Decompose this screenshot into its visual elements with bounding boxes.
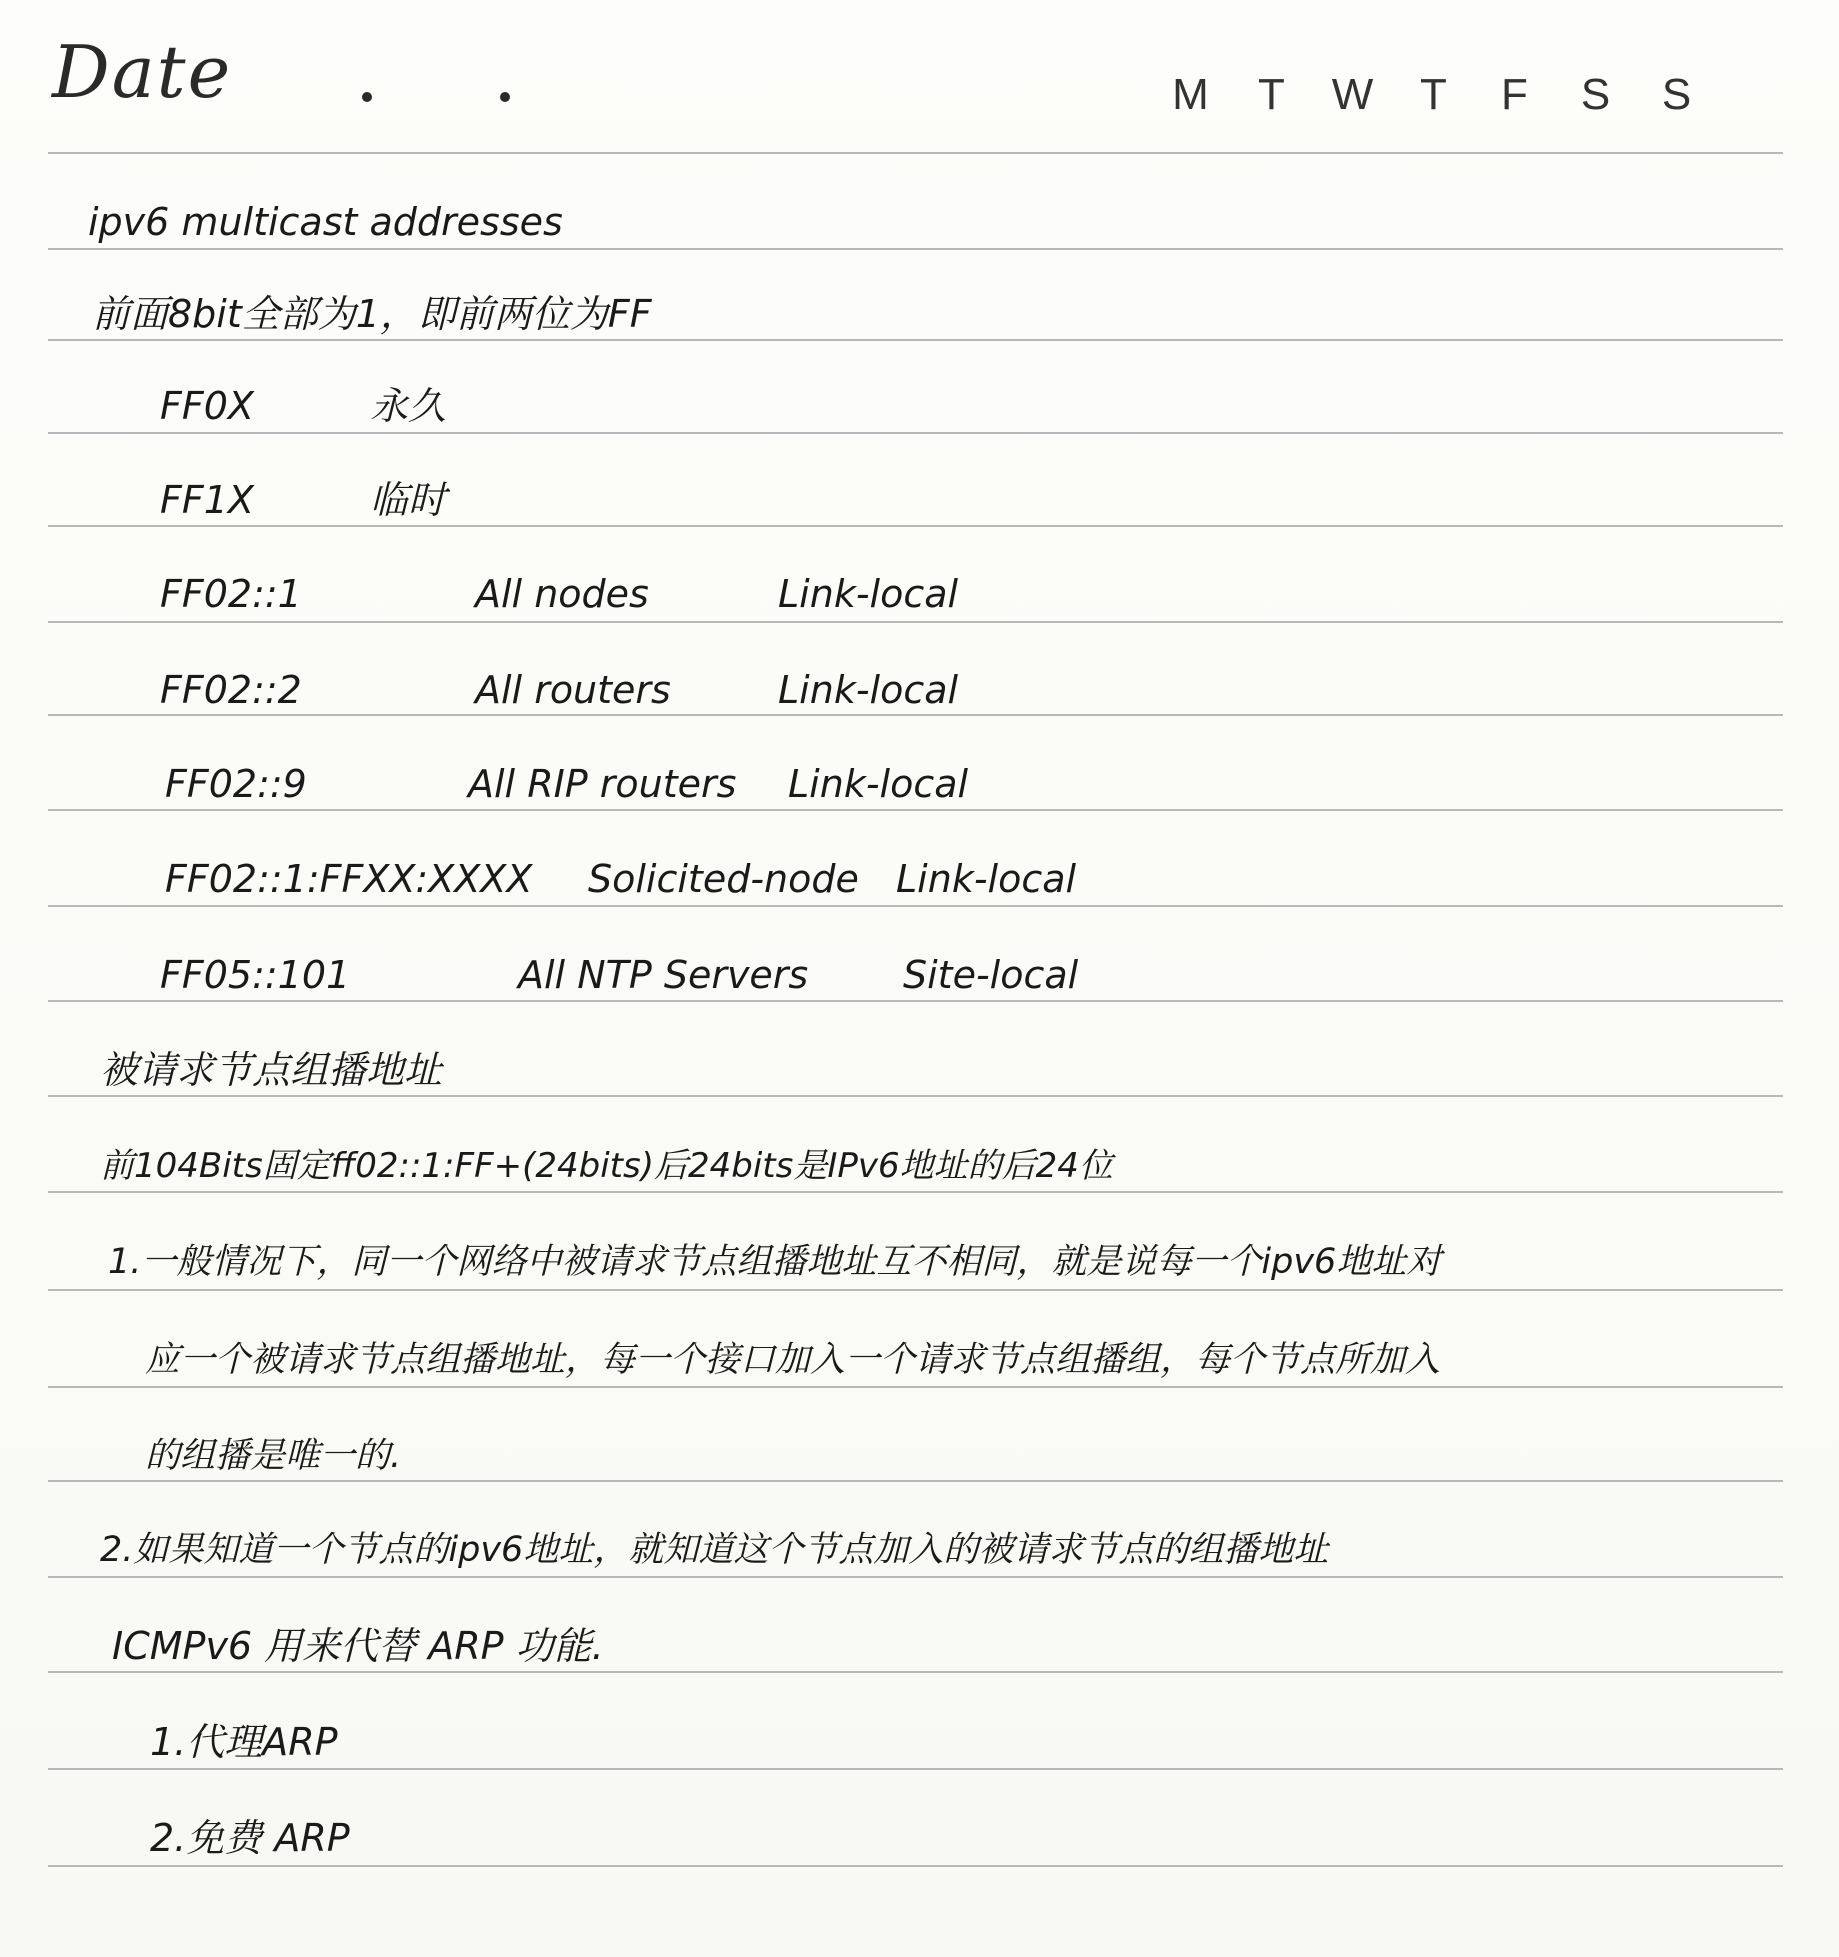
notes-title: ipv6 multicast addresses	[88, 200, 563, 244]
weekday-sat: S	[1580, 70, 1611, 119]
icmp-item: 1.代理ARP	[150, 1720, 338, 1764]
ruled-line	[48, 1095, 1783, 1097]
multicast-address: FF02::1:FFXX:XXXX	[165, 857, 533, 901]
solicited-heading: 被请求节点组播地址	[100, 1048, 443, 1092]
scope-meaning: 临时	[370, 478, 447, 522]
ruled-line	[48, 525, 1783, 527]
ruled-line	[48, 1000, 1783, 1002]
ruled-line	[48, 1865, 1783, 1867]
ruled-line	[48, 1480, 1783, 1482]
multicast-address: FF02::9	[165, 762, 307, 806]
ruled-line	[48, 621, 1783, 623]
ruled-line	[48, 714, 1783, 716]
scope-code: FF0X	[160, 384, 254, 428]
ruled-line	[48, 1768, 1783, 1770]
multicast-name: Solicited-node	[588, 857, 859, 901]
point2: 2.如果知道一个节点的ipv6地址，就知道这个节点加入的被请求节点的组播地址	[100, 1530, 1329, 1570]
weekday-row	[1150, 70, 1717, 120]
multicast-scope: Site-local	[903, 953, 1079, 997]
point1-line1: 1.一般情况下，同一个网络中被请求节点组播地址互不相同，就是说每一个ipv6地址对	[108, 1242, 1442, 1282]
multicast-name: All nodes	[475, 572, 649, 616]
date-dot-2	[500, 92, 510, 102]
weekday-mon: M	[1172, 70, 1209, 119]
multicast-name: All RIP routers	[468, 762, 737, 806]
scope-code: FF1X	[160, 478, 254, 522]
scope-meaning: 永久	[370, 384, 447, 428]
multicast-scope: Link-local	[778, 572, 959, 616]
ruled-line	[48, 1386, 1783, 1388]
point1-line3: 的组播是唯一的.	[145, 1436, 402, 1476]
notes-intro: 前面8bit全部为1，即前两位为FF	[92, 292, 652, 336]
ruled-line	[48, 152, 1783, 154]
solicited-desc: 前104Bits固定ff02::1:FF+(24bits)后24bits是IPv6地址的后24位	[100, 1146, 1113, 1186]
multicast-address: FF02::2	[160, 668, 302, 712]
multicast-scope: Link-local	[778, 668, 959, 712]
ruled-line	[48, 1191, 1783, 1193]
weekday-wed: W	[1331, 70, 1374, 119]
multicast-scope: Link-local	[896, 857, 1077, 901]
multicast-scope: Link-local	[788, 762, 969, 806]
ruled-line	[48, 1576, 1783, 1578]
ruled-line	[48, 339, 1783, 341]
icmp-item: 2.免费 ARP	[150, 1816, 350, 1860]
weekday-sun: S	[1661, 70, 1692, 119]
date-label: Date	[52, 30, 233, 114]
weekday-tue: T	[1258, 70, 1285, 119]
weekday-fri: F	[1501, 70, 1528, 119]
date-dot-1	[362, 92, 372, 102]
ruled-line	[48, 248, 1783, 250]
ruled-line	[48, 809, 1783, 811]
multicast-address: FF05::101	[160, 953, 351, 997]
multicast-name: All NTP Servers	[518, 953, 809, 997]
weekday-thu: T	[1420, 70, 1447, 119]
point1-line2: 应一个被请求节点组播地址，每一个接口加入一个请求节点组播组，每个节点所加入	[145, 1340, 1441, 1380]
ruled-line	[48, 1289, 1783, 1291]
icmp-line: ICMPv6 用来代替 ARP 功能.	[112, 1624, 604, 1668]
multicast-name: All routers	[475, 668, 671, 712]
ruled-line	[48, 905, 1783, 907]
ruled-line	[48, 432, 1783, 434]
multicast-address: FF02::1	[160, 572, 302, 616]
ruled-line	[48, 1671, 1783, 1673]
